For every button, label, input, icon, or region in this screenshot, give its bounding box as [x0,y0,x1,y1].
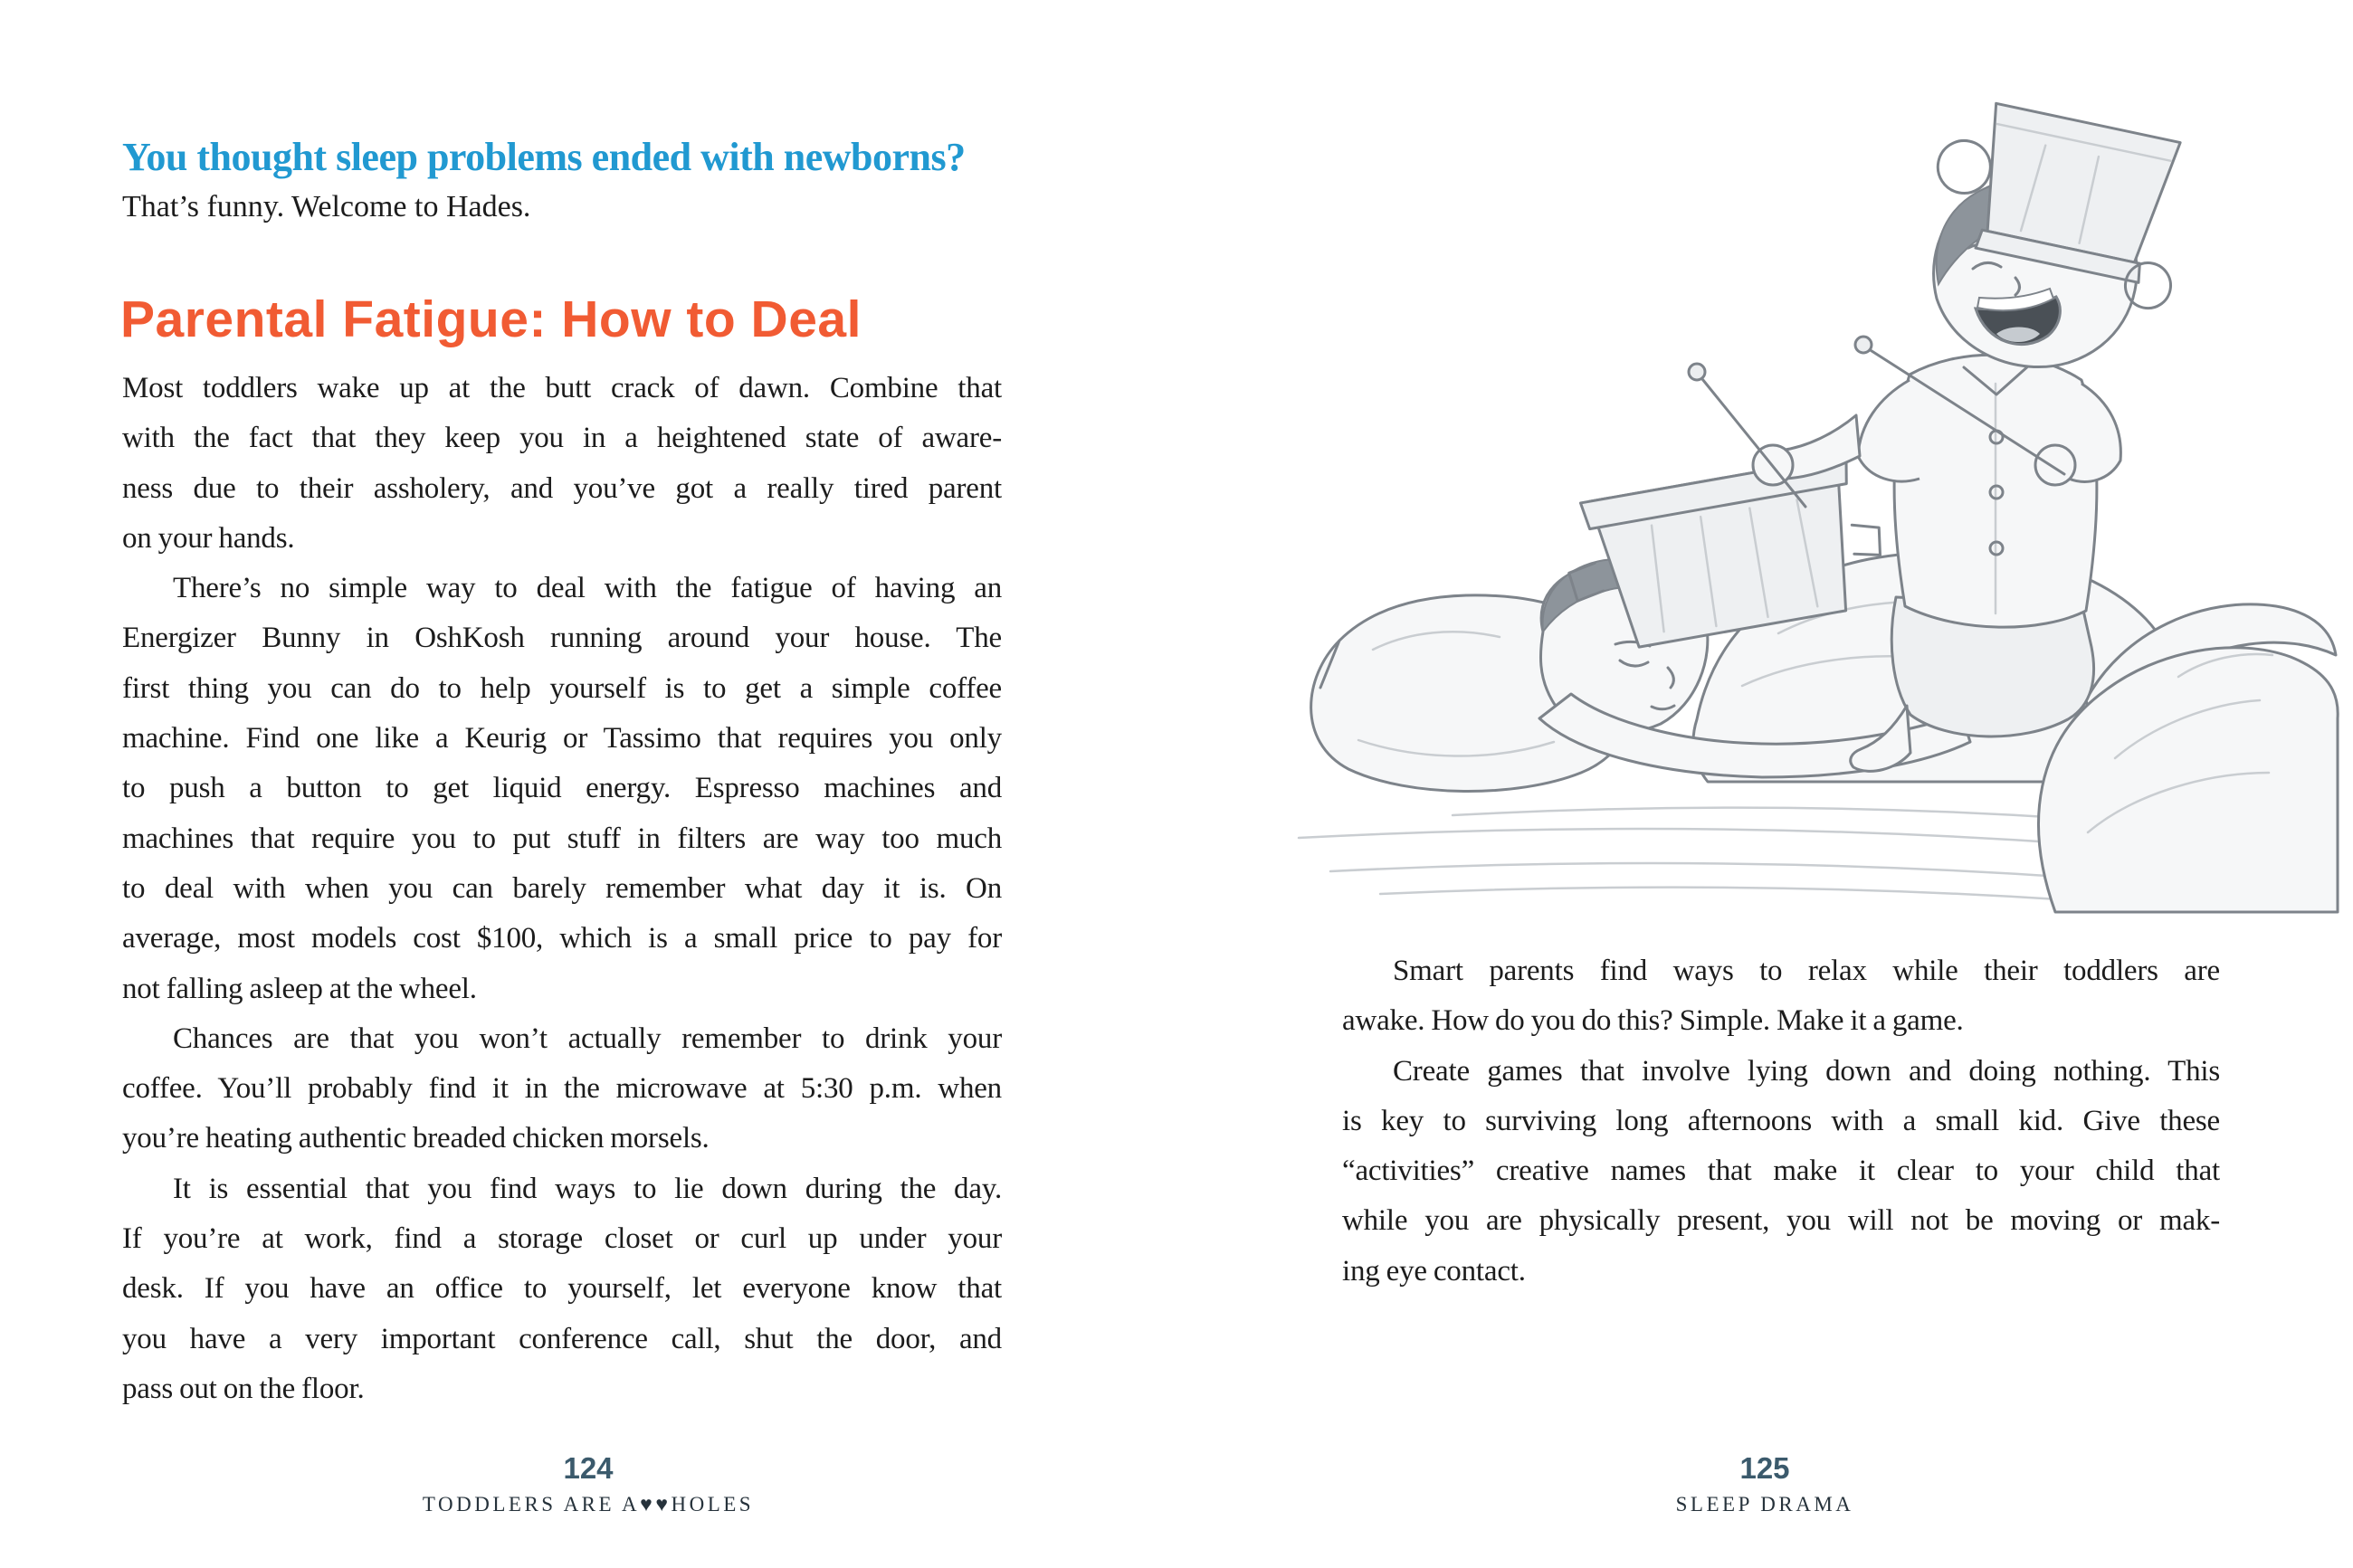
text-line: you’re heating authentic breaded chicken morsels. [122,1122,710,1155]
paragraph [122,1164,1002,1414]
paragraph [122,564,1002,1014]
drumstick-left-icon [1689,364,1805,507]
paragraph [122,1014,1002,1164]
text-line: It is essential that you find ways to lie down during the day. [173,1172,1002,1205]
text-line: ness due to their assholery, and you’ve got a really tired parent [122,471,1002,505]
floor-shading [1299,808,2312,901]
text-line: pass out on the floor. [122,1372,365,1405]
text-line: If you’re at work, find a storage closet or curl up under your [122,1222,1002,1256]
text-line: average, most models cost $100, which is a small price to pay for [122,922,1002,955]
illustration [1272,52,2344,917]
text-line: Smart parents find ways to relax while their toddlers are [1393,955,2220,987]
text-line: Create games that involve lying down and doing nothing. This [1393,1054,2220,1088]
text-line: Most toddlers wake up at the butt crack of dawn. Combine that [122,372,1002,404]
text-line: first thing you can do to help yourself is to get a simple coffee [122,671,1002,705]
text-line: There’s no simple way to deal with the fatigue of having an [173,572,1002,605]
text-line: on your hands. [122,521,295,555]
sleeping-parent [1539,552,2178,782]
running-footer-left: TODDLERS ARE A♥♥HOLES [422,1493,755,1516]
text-line: desk. If you have an office to yourself, let everyone know that [122,1272,1002,1306]
text-line: coffee. You’ll probably find it in the microwave at 5:30 p.m. when [122,1072,1002,1106]
body-text-right [1342,946,2220,1297]
paragraph [1342,1047,2220,1297]
text-line: Energizer Bunny in OshKosh running around your house. The [122,622,1002,655]
drumstick-right-icon [1855,337,2064,474]
text-line: while you are physically present, you will not be moving or mak- [1342,1204,2220,1238]
kicker-heading: You thought sleep problems ended with newborns? [122,135,966,179]
running-footer-right: SLEEP DRAMA [1675,1493,1854,1516]
text-line: machine. Find one like a Keurig or Tassimo that requires you only [122,722,1002,755]
text-line: not falling asleep at the wheel. [122,972,477,1005]
text-line: to push a button to get liquid energy. Espresso machines and [122,772,1002,805]
text-line: is key to surviving long afternoons with a small kid. Give these [1342,1104,2220,1137]
kicker-subline: That’s funny. Welcome to Hades. [122,190,531,223]
page-number-right: 125 [1739,1451,1790,1485]
pot-hat-icon [1918,94,2201,312]
text-line: awake. How do you do this? Simple. Make it a game. [1342,1004,1964,1038]
body-text-left [122,364,1002,1414]
section-heading: Parental Fatigue: How to Deal [120,290,862,348]
paragraph [122,364,1002,564]
text-line: with the fact that they keep you in a heightened state of aware- [122,422,1002,455]
text-line: Chances are that you won’t actually remember to drink your [173,1022,1002,1055]
text-line: ing eye contact. [1342,1254,1526,1288]
blanket [2039,604,2339,912]
pillow [1311,595,1634,792]
toddler-figure [1753,177,2137,772]
text-line: you have a very important conference call, shut the door, and [122,1322,1002,1355]
text-line: “activities” creative names that make it clear to your child that [1342,1155,2220,1188]
paragraph [1342,946,2220,1047]
pot-on-parent-head [1558,452,1892,657]
text-line: machines that require you to put stuff in filters are way too much [122,822,1002,855]
page-number-left: 124 [563,1451,614,1485]
text-line: to deal with when you can barely remember what day it is. On [122,871,1002,905]
